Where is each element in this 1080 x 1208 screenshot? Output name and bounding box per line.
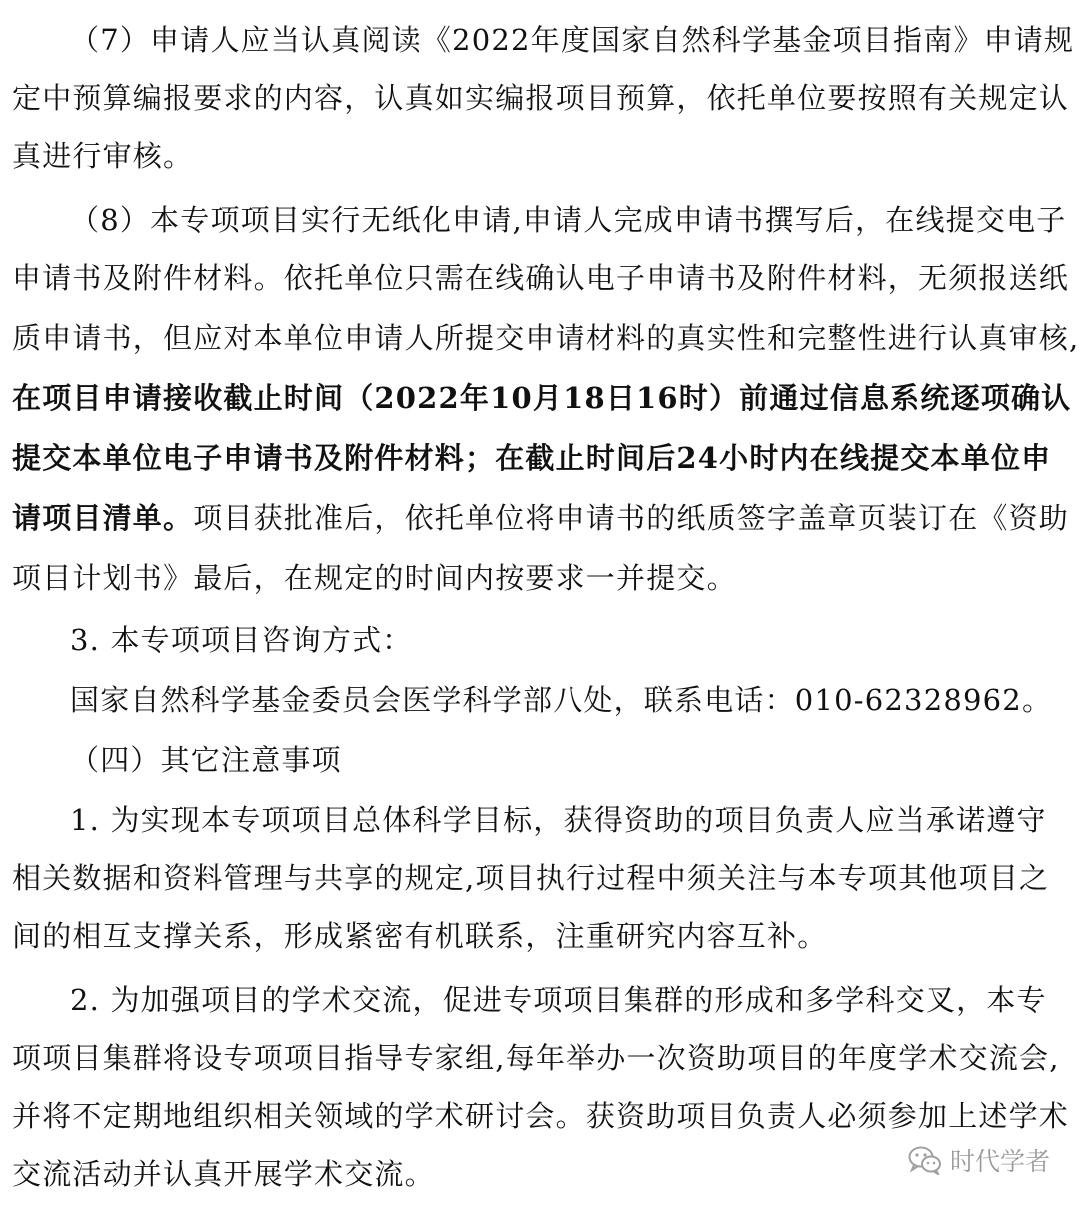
item-2-line-2: 项项目集群将设专项项目指导专家组,每年举办一次资助项目的年度学术交流会, <box>12 1041 1060 1075</box>
consult-heading: 3. 本专项项目咨询方式： <box>70 623 413 657</box>
paragraph-8-line-3: 质申请书，但应对本单位申请人所提交申请材料的真实性和完整性进行认真审核, <box>12 321 1080 355</box>
paragraph-8-line-6-rest: 项目获批准后，依托单位将申请书的纸质签字盖章页装订在《资助 <box>193 501 1070 535</box>
item-2-line-4: 交流活动并认真开展学术交流。 <box>12 1157 435 1191</box>
paragraph-7-line-3: 真进行审核。 <box>12 139 194 173</box>
watermark <box>908 1140 1050 1180</box>
wechat-icon <box>908 1145 942 1175</box>
paragraph-8-line-2: 申请书及附件材料。依托单位只需在线确认电子申请书及附件材料，无须报送纸 <box>12 261 1070 295</box>
paragraph-7-line-1: （7）申请人应当认真阅读《2022年度国家自然科学基金项目指南》申请规 <box>70 23 1075 57</box>
paragraph-8-line-1: （8）本专项项目实行无纸化申请,申请人完成申请书撰写后，在线提交电子 <box>70 203 1067 237</box>
paragraph-8-line-7: 项目计划书》最后，在规定的时间内按要求一并提交。 <box>12 561 737 595</box>
item-1-line-2: 相关数据和资料管理与共享的规定,项目执行过程中须关注与本专项其他项目之 <box>12 861 1050 895</box>
watermark-text: 时代学者 <box>949 1147 1050 1176</box>
paragraph-8-line-6-bold: 请项目清单。 <box>12 501 194 535</box>
consult-contact: 国家自然科学基金委员会医学科学部八处，联系电话：010-62328962。 <box>70 683 1053 717</box>
paragraph-8-line-4-bold: 在项目申请接收截止时间（2022年10月18日16时）前通过信息系统逐项确认 <box>12 381 1072 415</box>
paragraph-8-line-5-bold: 提交本单位电子申请书及附件材料；在截止时间后24小时内在线提交本单位申 <box>12 441 1052 475</box>
item-2-line-1: 2. 为加强项目的学术交流，促进专项项目集群的形成和多学科交叉，本专 <box>70 983 1047 1017</box>
item-1-line-3: 间的相互支撑关系，形成紧密有机联系，注重研究内容互补。 <box>12 919 828 953</box>
paragraph-8-line-6 <box>12 498 1070 538</box>
item-2-line-3: 并将不定期地组织相关领域的学术研讨会。获资助项目负责人必须参加上述学术 <box>12 1099 1070 1133</box>
section-heading-other: （四）其它注意事项 <box>70 743 342 777</box>
paragraph-7-line-2: 定中预算编报要求的内容，认真如实编报项目预算，依托单位要按照有关规定认 <box>12 81 1070 115</box>
item-1-line-1: 1. 为实现本专项项目总体科学目标，获得资助的项目负责人应当承诺遵守 <box>70 803 1047 837</box>
